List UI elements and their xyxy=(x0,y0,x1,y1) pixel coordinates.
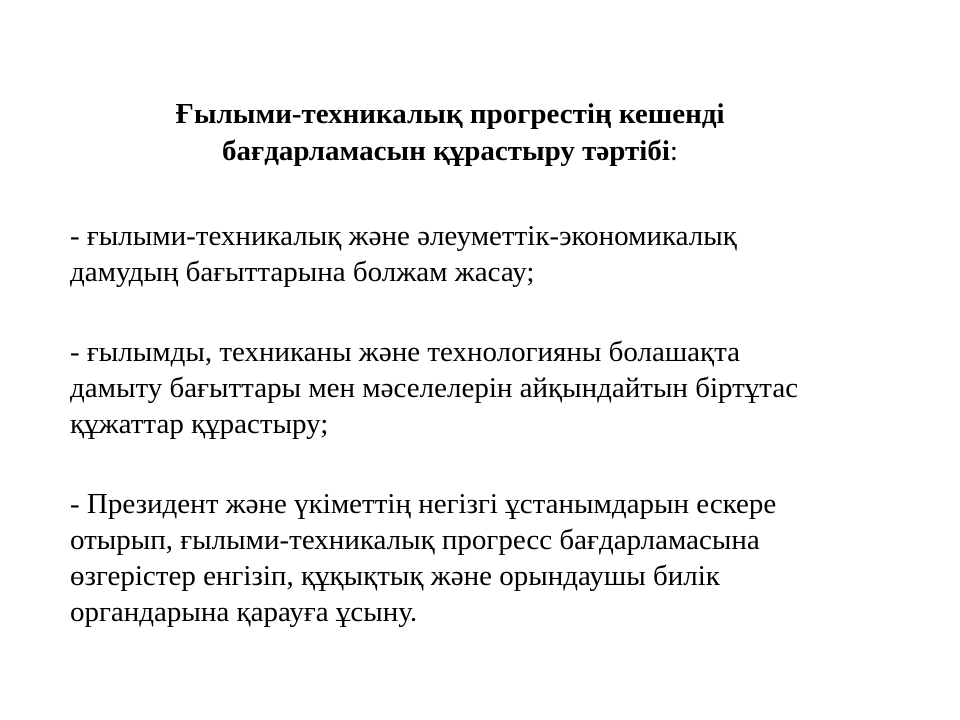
list-item-line: - ғылыми-техникалық және әлеуметтік-экономикалық xyxy=(70,220,737,252)
list-item-line: өзгерістер енгізіп, құқықтық және орындаушы билік xyxy=(70,560,720,592)
title-line xyxy=(60,133,840,170)
list-item xyxy=(70,218,930,290)
list-item xyxy=(70,334,930,442)
title-line-text: бағдарламасын құрастыру тәртібі xyxy=(222,135,670,167)
title-line: Ғылыми-техникалық прогрестің кешенді xyxy=(175,98,725,130)
list-item-line: дамудың бағыттарына болжам жасау; xyxy=(70,256,535,288)
list-item xyxy=(70,486,930,630)
list-item-line: - ғылымды, техниканы және технологияны болашақта xyxy=(70,336,741,368)
bullet-list xyxy=(70,218,930,674)
slide-title xyxy=(60,96,840,170)
list-item-line: отырып, ғылыми-техникалық прогресс бағдарламасына xyxy=(70,524,760,556)
title-colon: : xyxy=(669,135,678,167)
list-item-line: құжаттар құрастыру; xyxy=(70,408,329,440)
list-item-line: дамыту бағыттары мен мәселелерін айқындайтын біртұтас xyxy=(70,372,799,404)
list-item-line: - Президент және үкіметтің негізгі ұстанымдарын ескере xyxy=(70,488,777,520)
list-item-line: органдарына қарауға ұсыну. xyxy=(70,596,418,628)
